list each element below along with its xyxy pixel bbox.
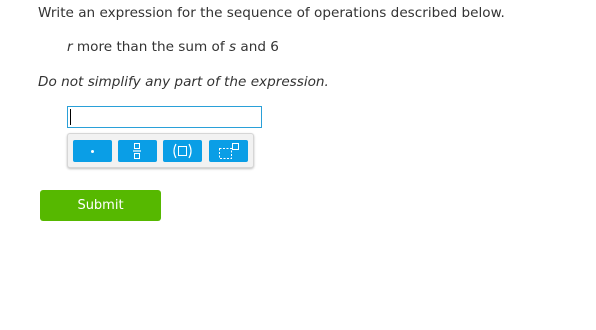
- text-caret: [70, 109, 71, 125]
- exponent-icon: [209, 140, 248, 162]
- dot-icon: [91, 150, 94, 153]
- math-toolbar: [67, 133, 254, 168]
- multiplication-dot-button[interactable]: [73, 140, 112, 162]
- problem-text-part2: and 6: [236, 39, 279, 55]
- question-instruction: Write an expression for the sequence of operations described below.: [38, 5, 505, 21]
- parentheses-icon: [163, 140, 202, 162]
- simplify-note: Do not simplify any part of the expression.: [38, 74, 329, 90]
- variable-r: r: [67, 39, 73, 55]
- fraction-icon: [118, 140, 157, 162]
- fraction-button[interactable]: [118, 140, 157, 162]
- answer-input[interactable]: [67, 106, 262, 128]
- problem-statement: [67, 39, 279, 55]
- exponent-button[interactable]: [209, 140, 248, 162]
- parentheses-button[interactable]: [163, 140, 202, 162]
- problem-text-part1: more than the sum of: [72, 39, 229, 55]
- variable-s: s: [228, 39, 237, 55]
- submit-button[interactable]: Submit: [40, 190, 161, 221]
